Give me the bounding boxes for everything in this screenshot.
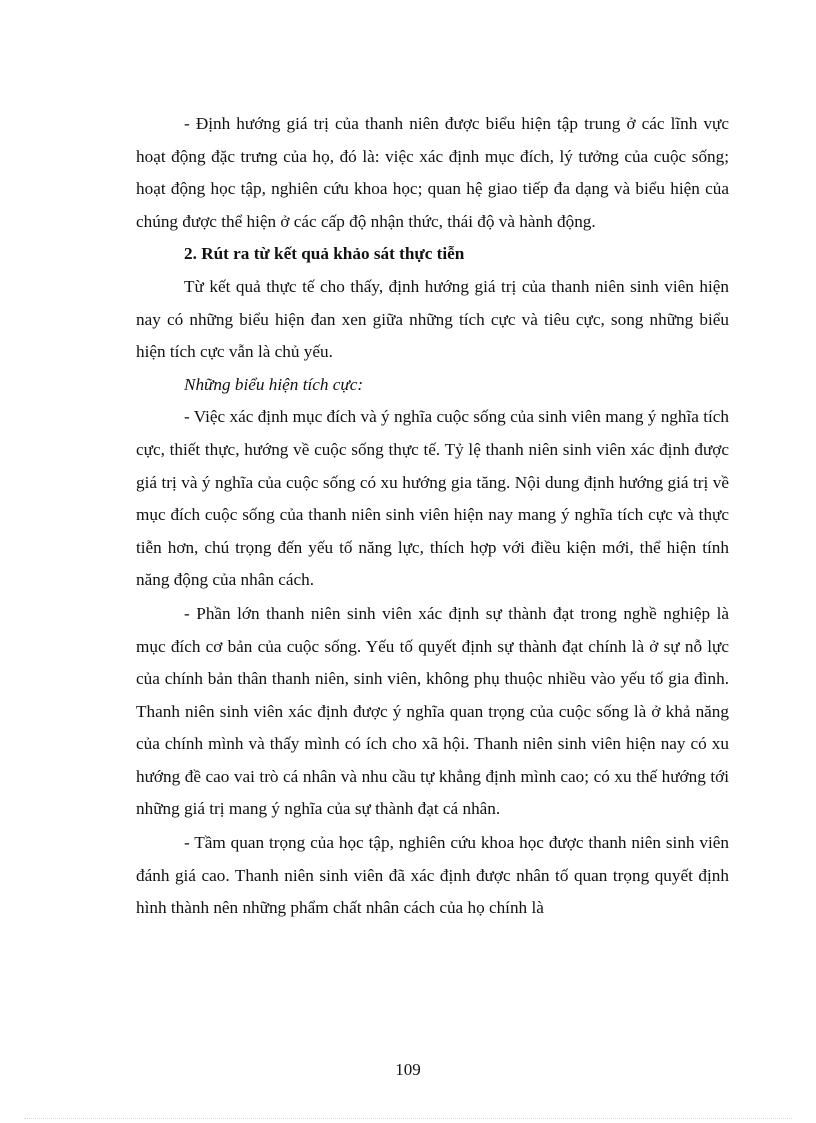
subheading-positive-expressions: Những biểu hiện tích cực:: [184, 374, 364, 394]
paragraph-value-orientation-summary: - Định hướng giá trị của thanh niên được biểu hiện tập trung ở các lĩnh vực hoạt động đặc trưng của họ, đó là: việc xác định mục đích, lý tưởng của cuộc sống; hoạt động học tập, nghiên cứu khoa học; quan hệ giao tiếp đa dạng và biểu hiện của chúng được thể hiện ở các cấp độ nhận thức, thái độ và hành động.: [136, 114, 729, 231]
paragraph-career-success: - Phần lớn thanh niên sinh viên xác định sự thành đạt trong nghề nghiệp là mục đích cơ bản của cuộc sống. Yếu tố quyết định sự thành đạt chính là ở sự nỗ lực của chính bản thân thanh niên, sinh viên, không phụ thuộc nhiều vào yếu tố gia đình. Thanh niên sinh viên xác định được ý nghĩa quan trọng của cuộc sống là ở khả năng của chính mình và thấy mình có ích cho xã hội. Thanh niên sinh viên hiện nay có xu hướng đề cao vai trò cá nhân và nhu cầu tự khẳng định mình cao; có xu thế hướng tới những giá trị mang ý nghĩa của sự thành đạt cá nhân.: [136, 603, 729, 819]
paragraph-survey-results: Từ kết quả thực tế cho thấy, định hướng giá trị của thanh niên sinh viên hiện nay có những biểu hiện đan xen giữa những tích cực và tiêu cực, song những biểu hiện tích cực vẫn là chủ yếu.: [136, 276, 729, 362]
page-bottom-divider: [24, 1118, 792, 1119]
paragraph-study-research: - Tầm quan trọng của học tập, nghiên cứu khoa học được thanh niên sinh viên đánh giá cao. Thanh niên sinh viên đã xác định được nhân tố quan trọng quyết định hình thành nên những phẩm chất nhân cách của họ chính là: [136, 833, 729, 918]
page-body: [136, 108, 729, 925]
section-heading: 2. Rút ra từ kết quả khảo sát thực tiễn: [184, 244, 465, 264]
page-number: 109: [395, 1060, 421, 1079]
paragraph-life-purpose: - Việc xác định mục đích và ý nghĩa cuộc sống của sinh viên mang ý nghĩa tích cực, thiết thực, hướng về cuộc sống thực tế. Tỷ lệ thanh niên sinh viên xác định được giá trị và ý nghĩa của cuộc sống có xu hướng gia tăng. Nội dung định hướng giá trị về mục đích cuộc sống của thanh niên sinh viên hiện nay mang ý nghĩa tích cực và thực tiễn hơn, chú trọng đến yếu tố năng lực, thích hợp với điều kiện mới, thể hiện tính năng động của nhân cách.: [136, 407, 729, 590]
